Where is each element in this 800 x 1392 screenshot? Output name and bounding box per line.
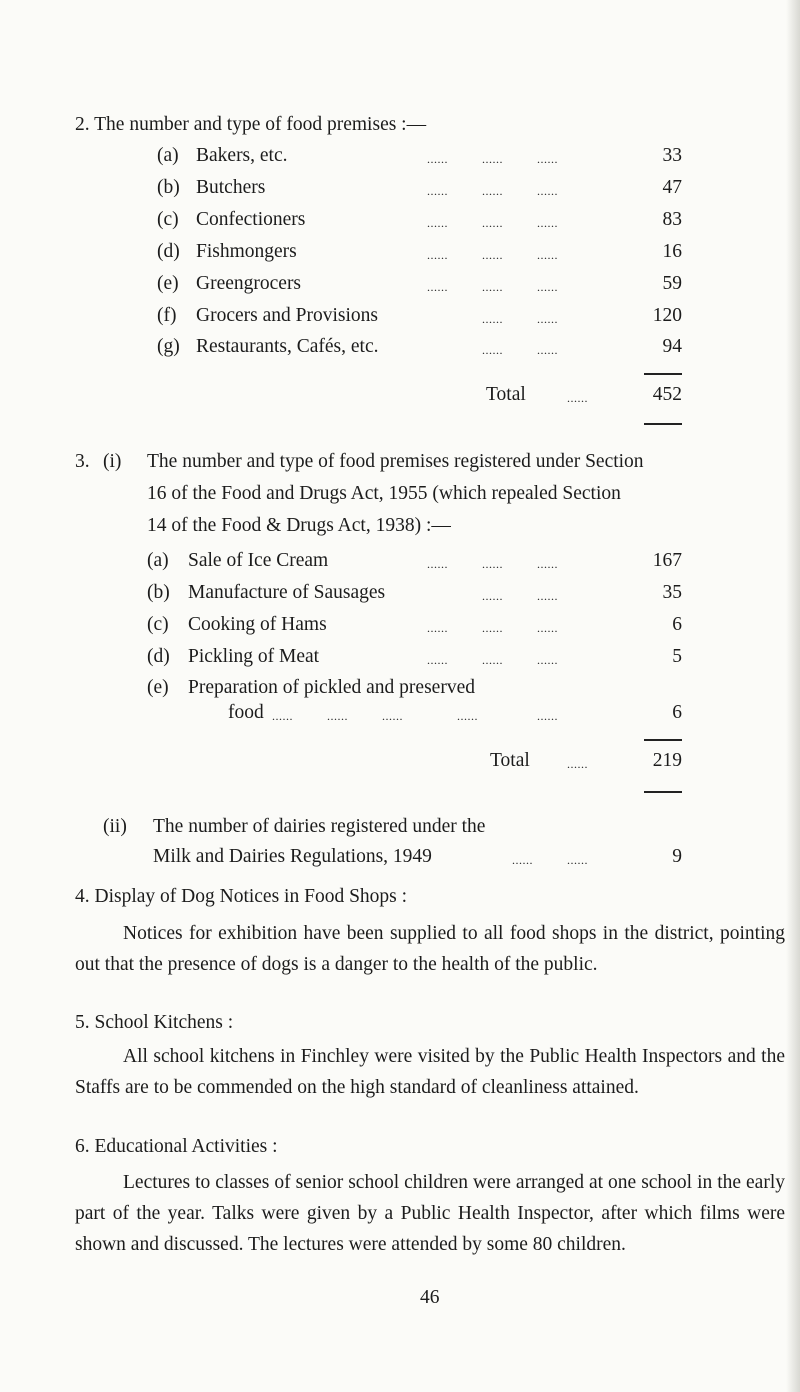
- leader-dots: ......: [427, 184, 448, 198]
- leader-dots: ......: [482, 312, 503, 326]
- leader-dots: ......: [537, 248, 558, 262]
- leader-dots: ......: [537, 280, 558, 294]
- section3-part-i-marker: (i): [103, 451, 122, 472]
- item-label-continued: food: [228, 702, 264, 723]
- item-label: Sale of Ice Cream: [188, 550, 329, 571]
- leader-dots: ......: [482, 152, 503, 166]
- sum-rule: [644, 739, 682, 741]
- leader-dots: ......: [537, 312, 558, 326]
- item-value: 33: [662, 145, 682, 166]
- leader-dots: ......: [482, 280, 503, 294]
- section5-body: All school kitchens in Finchley were visited by the Public Health Inspectors and the Staffs are to be commended on the high standard of cleanliness attained.: [75, 1046, 785, 1098]
- leader-dots: ......: [482, 184, 503, 198]
- item-value: 59: [662, 273, 682, 294]
- item-label: Fishmongers: [196, 241, 297, 262]
- item-value: 6: [672, 614, 682, 635]
- leader-dots: ......: [537, 343, 558, 357]
- item-value: 35: [662, 582, 682, 603]
- item-letter: (a): [157, 145, 179, 166]
- item-letter: (b): [157, 177, 180, 198]
- section6-body: Lectures to classes of senior school children were arranged at one school in the early part of the year. Talks were given by a Public Health Inspector, after which films were shown and discussed. The lectures were attended by some 80 children.: [75, 1172, 785, 1255]
- leader-dots: ......: [427, 216, 448, 230]
- leader-dots: ......: [567, 853, 588, 867]
- item-value: 120: [652, 305, 682, 326]
- item-value: 16: [662, 241, 682, 262]
- item-letter: (g): [157, 336, 180, 357]
- item-letter: (e): [157, 273, 179, 294]
- item-label: Greengrocers: [196, 273, 302, 294]
- item-label: Manufacture of Sausages: [188, 582, 386, 603]
- section3-part-ii-marker: (ii): [103, 816, 127, 837]
- section3-part-i-line-2: 16 of the Food and Drugs Act, 1955 (which repealed Section: [147, 483, 621, 504]
- leader-dots: ......: [537, 152, 558, 166]
- item-label: Preparation of pickled and preserved: [188, 677, 475, 698]
- item-label: Butchers: [196, 177, 266, 198]
- leader-dots: ......: [327, 709, 348, 723]
- leader-dots: ......: [427, 653, 448, 667]
- section3-part-i-line-1: The number and type of food premises registered under Section: [147, 451, 644, 472]
- item-letter: (a): [147, 550, 169, 571]
- item-letter: (d): [157, 241, 180, 262]
- item-letter: (d): [147, 646, 170, 667]
- leader-dots: ......: [567, 757, 588, 771]
- item-letter: (b): [147, 582, 170, 603]
- item-label: Grocers and Provisions: [196, 305, 378, 326]
- total-label: Total: [486, 384, 526, 405]
- leader-dots: ......: [482, 589, 503, 603]
- item-value: 47: [662, 177, 682, 198]
- total-label: Total: [490, 750, 530, 771]
- item-value: 6: [672, 702, 682, 723]
- leader-dots: ......: [537, 709, 558, 723]
- total-rule: [644, 791, 682, 793]
- item-value: 5: [672, 646, 682, 667]
- section3-part-ii-line-2: Milk and Dairies Regulations, 1949: [153, 846, 432, 867]
- leader-dots: ......: [427, 557, 448, 571]
- section2-heading: 2. The number and type of food premises :—: [75, 114, 427, 135]
- item-label: Cooking of Hams: [188, 614, 327, 635]
- page-edge-shadow: [786, 0, 800, 1392]
- item-value: 83: [662, 209, 682, 230]
- leader-dots: ......: [537, 184, 558, 198]
- item-label: Pickling of Meat: [188, 646, 320, 667]
- leader-dots: ......: [537, 653, 558, 667]
- leader-dots: ......: [537, 216, 558, 230]
- total-value: 219: [652, 750, 682, 771]
- leader-dots: ......: [457, 709, 478, 723]
- leader-dots: ......: [382, 709, 403, 723]
- dairies-value: 9: [672, 846, 682, 867]
- leader-dots: ......: [567, 391, 588, 405]
- item-label: Bakers, etc.: [196, 145, 288, 166]
- leader-dots: ......: [482, 343, 503, 357]
- item-label: Confectioners: [196, 209, 306, 230]
- leader-dots: ......: [482, 216, 503, 230]
- leader-dots: ......: [537, 589, 558, 603]
- sum-rule: [644, 373, 682, 375]
- leader-dots: ......: [427, 280, 448, 294]
- leader-dots: ......: [427, 248, 448, 262]
- section3-part-ii-line-1: The number of dairies registered under the: [153, 816, 486, 837]
- item-value: 94: [662, 336, 682, 357]
- leader-dots: ......: [427, 621, 448, 635]
- leader-dots: ......: [537, 557, 558, 571]
- item-letter: (f): [157, 305, 177, 326]
- section6-heading: 6. Educational Activities :: [75, 1136, 278, 1157]
- item-value: 167: [652, 550, 682, 571]
- leader-dots: ......: [482, 653, 503, 667]
- leader-dots: ......: [427, 152, 448, 166]
- total-value: 452: [652, 384, 682, 405]
- leader-dots: ......: [482, 248, 503, 262]
- section4-body: Notices for exhibition have been supplied to all food shops in the district, pointing out that the presence of dogs is a danger to the health of the public.: [75, 923, 785, 975]
- leader-dots: ......: [482, 621, 503, 635]
- section5-heading: 5. School Kitchens :: [75, 1012, 234, 1033]
- total-rule: [644, 423, 682, 425]
- item-letter: (c): [157, 209, 179, 230]
- page-number: 46: [420, 1287, 440, 1308]
- item-letter: (c): [147, 614, 169, 635]
- section4-heading: 4. Display of Dog Notices in Food Shops :: [75, 886, 408, 907]
- leader-dots: ......: [512, 853, 533, 867]
- section3-part-i-line-3: 14 of the Food & Drugs Act, 1938) :—: [147, 515, 451, 536]
- section3-number: 3.: [75, 451, 90, 472]
- leader-dots: ......: [537, 621, 558, 635]
- item-label: Restaurants, Cafés, etc.: [196, 336, 379, 357]
- item-letter: (e): [147, 677, 169, 698]
- leader-dots: ......: [272, 709, 293, 723]
- leader-dots: ......: [482, 557, 503, 571]
